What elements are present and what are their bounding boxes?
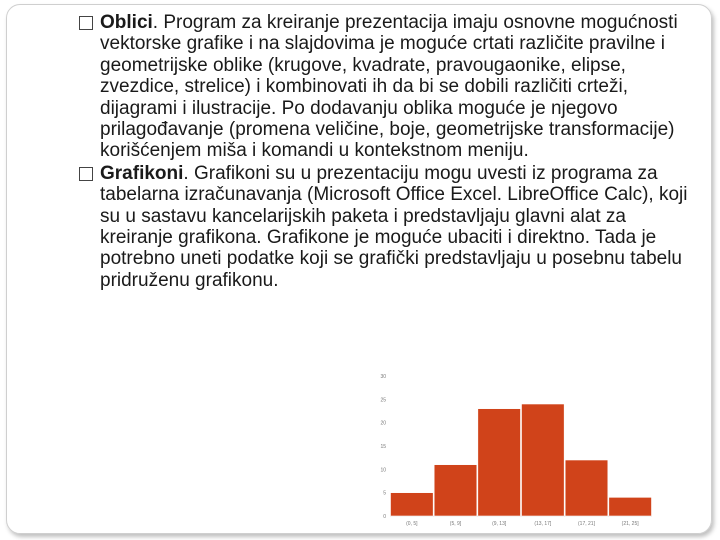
y-tick-label: 25 [380,397,386,404]
x-tick-label: (0, 5] [406,521,418,527]
bullet-term: Oblici [100,12,153,33]
x-tick-label: (9, 13] [492,521,507,527]
x-tick-label: (21, 25] [621,521,639,527]
checkbox-bullet-icon [79,16,93,30]
bullet-text: . Program za kreiranje prezentacija imaju osnovne mogućnosti vektorske grafike i na slajdovima je moguće crtati različite pravilne i geometrijske oblike (krugove, kvadrate, pravougaonike, elipse, zvezdice, strelice) i kombinovati ih da bi se dobili različiti crteži, dijagrami i ilustracije. Po dodavanju oblika moguće je njegovo prilagođavanje (promena veličine, boje, geometrijske transformacije) korišćenjem miša i komandi u kontekstnom meniju. [100,12,678,162]
bullet-list [78,12,688,291]
chart-canvas [362,368,662,540]
x-tick-label: (13, 17] [534,521,552,527]
bullet-text: . Grafikoni su u prezentaciju mogu uvesti iz programa za tabelarna izračunavanja (Microsoft Office Excel. LibreOffice Calc), koji su u sastavu kancelarijskih paketa i predstavljaju glavni alat za kreiranje grafikona. Grafikone je moguće ubaciti i direktno. Tada je potrebno uneti podatke koji se grafički predstavljaju u posebnu tabelu pridruženu grafikonu. [100,162,688,291]
histogram-bar [609,497,652,516]
histogram-bar [565,460,608,516]
bullet-oblici [78,12,688,162]
x-tick-label: (5, 9] [449,521,462,527]
y-tick-label: 0 [383,514,386,520]
checkbox-bullet-icon [79,167,93,181]
histogram-bar [478,409,521,516]
y-tick-label: 20 [380,420,386,427]
x-tick-label: (17, 21] [578,521,595,527]
histogram-bar [391,493,434,516]
y-tick-label: 30 [380,374,386,380]
y-tick-label: 5 [383,490,386,497]
y-tick-label: 15 [380,444,386,450]
y-tick-label: 10 [380,467,386,474]
histogram-bar [522,404,565,516]
bullet-term: Grafikoni [100,162,184,184]
histogram-chart [362,368,662,540]
histogram-bar [434,465,477,516]
bullet-grafikoni [78,163,688,291]
